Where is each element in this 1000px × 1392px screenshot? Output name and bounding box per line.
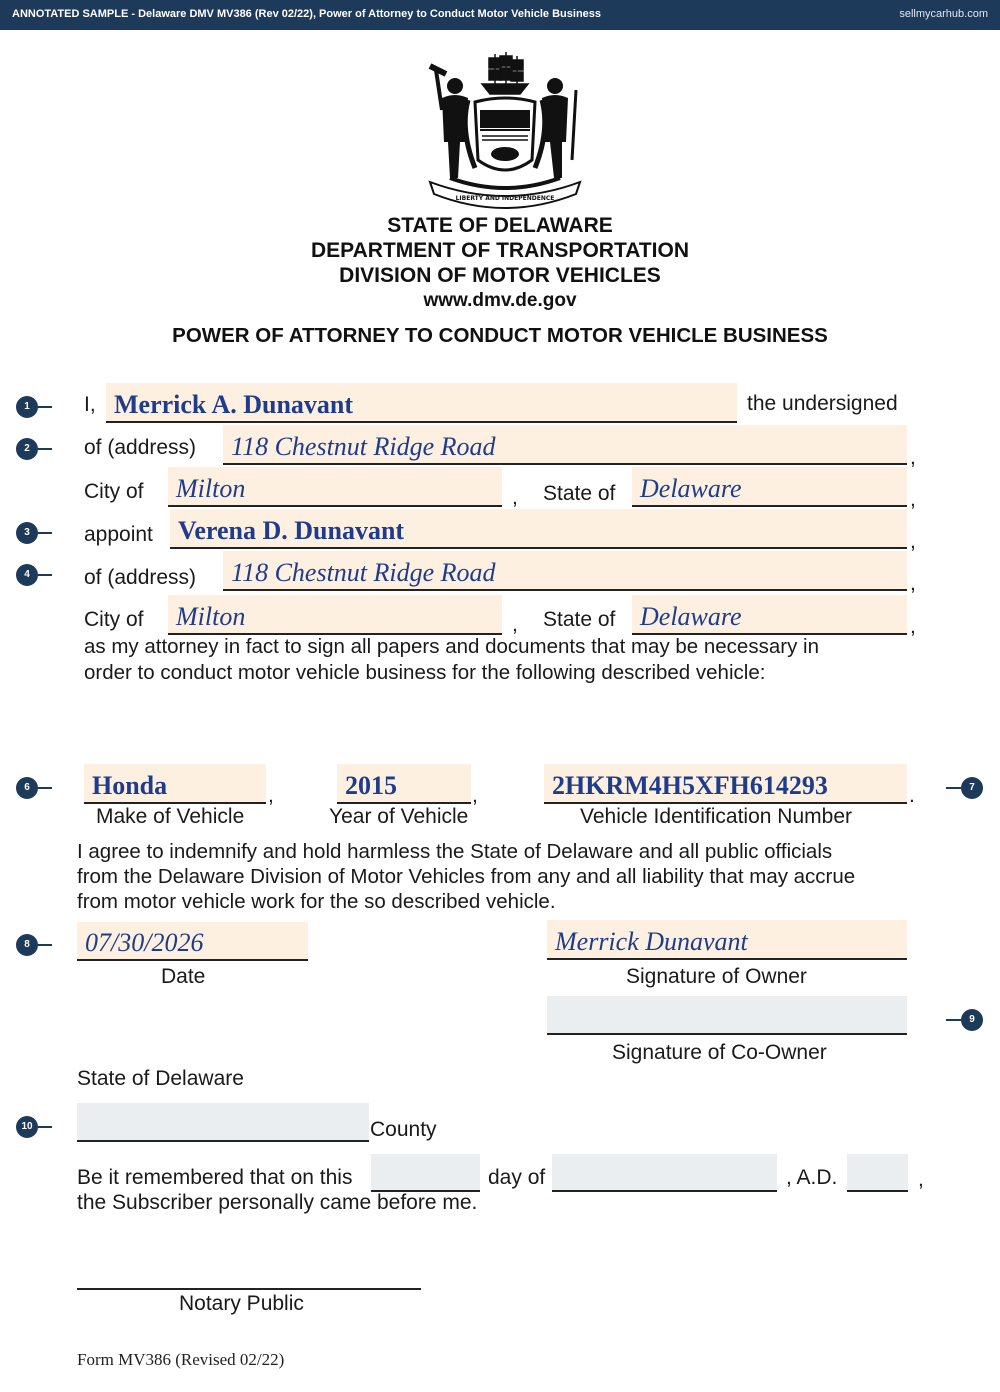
label-state-of-delaware: State of Delaware (77, 1067, 244, 1090)
label-owner-state: State of (543, 482, 616, 505)
label-remembered: Be it remembered that on this (77, 1166, 353, 1189)
comma: , (512, 486, 518, 509)
comma: , (910, 488, 916, 511)
label-signature-owner: Signature of Owner (626, 965, 807, 988)
attorney-address-field[interactable] (223, 551, 907, 591)
label-attorney-city: City of (84, 608, 144, 631)
period: . (909, 784, 915, 807)
date-field[interactable] (77, 922, 308, 961)
label-undersigned: the undersigned (747, 392, 898, 415)
marker-2: 2 (16, 438, 38, 460)
attorney-name-value: Verena D. Dunavant (178, 516, 405, 545)
marker-9-tick (946, 1019, 961, 1021)
label-i: I, (84, 393, 96, 416)
annotation-banner (0, 0, 1000, 30)
attorney-city-value: Milton (176, 602, 246, 631)
indemnify-line2: from the Delaware Division of Motor Vehicles from any and all liability that may accrue (77, 865, 856, 888)
comma: , (910, 446, 916, 469)
label-subscriber: the Subscriber personally came before me. (77, 1191, 478, 1214)
form-title: POWER OF ATTORNEY TO CONDUCT MOTOR VEHICLE BUSINESS (172, 324, 828, 347)
owner-state-field[interactable] (632, 467, 907, 507)
comma: , (472, 784, 478, 807)
indemnify-line3: from motor vehicle work for the so described vehicle. (77, 890, 556, 913)
comma: , (910, 530, 916, 553)
label-day-of: day of (488, 1166, 546, 1189)
owner-signature-field[interactable] (547, 920, 907, 960)
label-date: Date (161, 965, 206, 988)
comma: , (268, 784, 274, 807)
marker-6: 6 (16, 777, 38, 799)
county-field[interactable] (77, 1103, 369, 1142)
attorney-text-line1: as my attorney in fact to sign all papers and documents that may be necessary in (84, 635, 819, 658)
marker-4: 4 (16, 564, 38, 586)
label-vin: Vehicle Identification Number (580, 805, 852, 828)
marker-8: 8 (16, 934, 38, 956)
label-year: Year of Vehicle (329, 805, 469, 828)
owner-signature-value: Merrick Dunavant (555, 927, 748, 956)
comma: , (512, 613, 518, 636)
marker-1-tick (38, 406, 52, 408)
delaware-seal-icon (420, 50, 590, 210)
owner-name-field[interactable] (106, 383, 737, 423)
owner-address-value: 118 Chestnut Ridge Road (231, 432, 496, 461)
label-make: Make of Vehicle (96, 805, 245, 828)
comma: , (910, 572, 916, 595)
owner-address-field[interactable] (223, 425, 907, 465)
seal-motto: LIBERTY AND INDEPENDENCE (455, 195, 555, 202)
label-ad: , A.D. (786, 1166, 838, 1189)
banner-site-link[interactable]: sellmycarhub.com (899, 8, 988, 20)
marker-8-tick (38, 944, 52, 946)
label-owner-address: of (address) (84, 436, 197, 459)
owner-name-value: Merrick A. Dunavant (114, 390, 354, 419)
form-footer: Form MV386 (Revised 02/22) (77, 1350, 285, 1369)
coowner-signature-field[interactable] (547, 996, 907, 1035)
marker-2-tick (38, 448, 52, 450)
owner-city-field[interactable] (168, 467, 502, 507)
header-division: DIVISION OF MOTOR VEHICLES (339, 264, 661, 287)
year-field[interactable] (847, 1154, 908, 1192)
marker-6-tick (38, 787, 52, 789)
attorney-state-field[interactable] (632, 595, 907, 635)
owner-city-value: Milton (176, 474, 246, 503)
day-field[interactable] (371, 1154, 480, 1192)
banner-title: ANNOTATED SAMPLE - Delaware DMV MV386 (Rev 02/22), Power of Attorney to Conduct Motor Vehicle Business (12, 8, 602, 20)
vehicle-year-field[interactable] (337, 764, 471, 804)
label-notary-public: Notary Public (179, 1292, 304, 1315)
marker-7: 7 (961, 777, 983, 799)
vehicle-make-value: Honda (92, 771, 168, 800)
owner-state-value: Delaware (640, 474, 742, 503)
label-signature-coowner: Signature of Co-Owner (612, 1041, 827, 1064)
month-field[interactable] (552, 1154, 777, 1192)
marker-1: 1 (16, 396, 38, 418)
notary-signature-line[interactable] (77, 1268, 421, 1290)
label-county: County (370, 1118, 437, 1141)
comma: , (918, 1168, 924, 1191)
date-value: 07/30/2026 (85, 928, 204, 957)
label-attorney-state: State of (543, 608, 616, 631)
header-website: www.dmv.de.gov (423, 290, 577, 311)
marker-10-tick (38, 1126, 52, 1128)
attorney-city-field[interactable] (168, 595, 502, 635)
attorney-name-field[interactable] (170, 509, 907, 549)
marker-4-tick (38, 574, 52, 576)
marker-9: 9 (961, 1009, 983, 1031)
label-owner-city: City of (84, 480, 144, 503)
vin-field[interactable] (544, 764, 907, 804)
label-attorney-address: of (address) (84, 566, 197, 589)
comma: , (910, 615, 916, 638)
marker-3: 3 (16, 522, 38, 544)
marker-7-tick (946, 787, 961, 789)
vehicle-make-field[interactable] (84, 764, 266, 804)
label-appoint: appoint (84, 523, 153, 546)
header-state: STATE OF DELAWARE (387, 214, 613, 237)
attorney-address-value: 118 Chestnut Ridge Road (231, 558, 496, 587)
attorney-text-line2: order to conduct motor vehicle business for the following described vehicle: (84, 661, 766, 684)
marker-10: 10 (16, 1116, 38, 1138)
marker-3-tick (38, 532, 52, 534)
attorney-state-value: Delaware (640, 602, 742, 631)
vehicle-year-value: 2015 (345, 771, 397, 800)
vin-value: 2HKRM4H5XFH614293 (552, 771, 828, 800)
indemnify-line1: I agree to indemnify and hold harmless the State of Delaware and all public officials (77, 840, 833, 863)
header-department: DEPARTMENT OF TRANSPORTATION (311, 239, 689, 262)
